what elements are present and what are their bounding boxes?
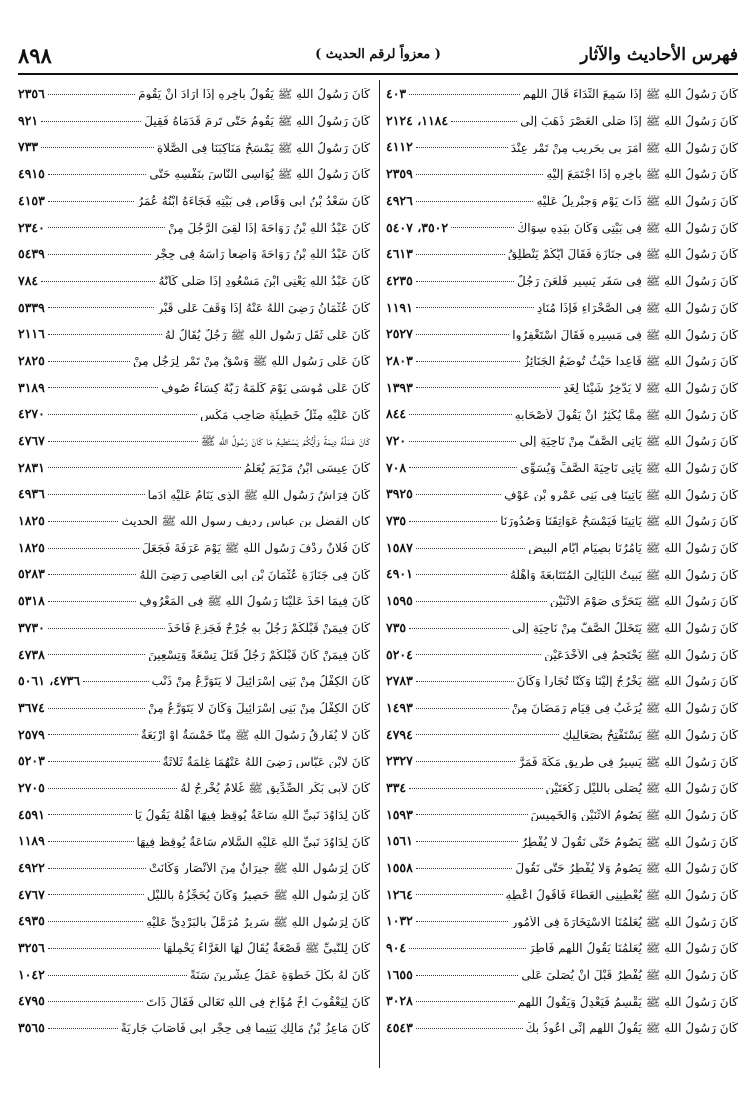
entry-text: كَانَ رَسُولُ اللَّهِ ﷺ يَأْتِينَا فَيَمْسَحُ عَوَاتِقَنَا وَصُدُورَنَا [500, 515, 738, 528]
leader-dots [48, 548, 139, 549]
leader-dots [48, 467, 241, 468]
leader-dots [416, 734, 560, 735]
hadith-number: ٥٣٣٩ [18, 299, 45, 315]
leader-dots [48, 975, 187, 976]
index-entry [386, 722, 738, 749]
entry-text: كَانَ رَسُولُ اللَّهِ ﷺ أَمَرَ بِي بِحَرِيبٍ مِنْ تَمْرٍ عِنْدَ [510, 141, 738, 154]
entry-text: كَانَ رَسُولُ اللَّهِ ﷺ يُعْطِينِي العَطَاءَ فَأَقُولُ أَعْطِهِ [505, 888, 738, 901]
leader-dots [416, 601, 547, 602]
right-column [386, 81, 738, 1069]
entry-text: كَانَ رَسُولُ اللَّهِ ﷺ يَأْمُرُنَا بِصِيَامِ أَيَّامِ البِيضِ [528, 542, 738, 555]
entry-text: كَانَ رَسُولُ اللَّهِ ﷺ فِي مَسِيرِهِ فَقَالَ اسْتَغْفِرُوا [512, 328, 738, 341]
index-entry [18, 214, 370, 241]
leader-dots [48, 628, 165, 629]
index-entry [386, 748, 738, 775]
index-entry [386, 161, 738, 188]
leader-dots [416, 708, 509, 709]
index-entry [18, 588, 370, 615]
leader-dots [48, 708, 145, 709]
index-entry [386, 481, 738, 508]
index-entry [18, 428, 370, 455]
hadith-number: ٣٢٥٦ [18, 940, 45, 956]
index-entry [18, 455, 370, 482]
leader-dots [48, 307, 155, 308]
entry-text: كَانَ مَاعِزُ بْنُ مَالِكٍ يَتِيماً فِي حِجْرِ أَبِي فَأَصَابَ جَارِيَةً [120, 1022, 370, 1035]
leader-dots [416, 654, 541, 655]
entry-text: كَانَ رَسُولُ اللَّهِ ﷺ فِي بَيْتِي وَكَانَ بِيَدِهِ سِوَاكٌ [517, 221, 738, 234]
hadith-number: ٤٢٣٥ [386, 272, 413, 288]
index-entry [18, 828, 370, 855]
entry-text: كَانَ الكِفْلُ مِنْ بَنِي إِسْرَائِيلَ وَكَانَ لا يَتَوَرَّعُ مِنْ [148, 702, 370, 715]
entry-text: كَانَ رَسُولُ اللَّهِ ﷺ يَقُولُ بِآخِرِهِ إِذَا أَرَادَ أَنْ يَقُومَ [138, 88, 370, 101]
leader-dots [451, 227, 514, 228]
leader-dots [409, 948, 526, 949]
hadith-number: ٩٠٤ [386, 940, 407, 956]
index-entry [386, 561, 738, 588]
header-rule [18, 73, 738, 75]
entry-text: كَانَ رَسُولُ اللَّهِ ﷺ يُعَلِّمُنَا يَقُولُ اللَّهم فَاطِرَ [528, 942, 738, 955]
index-entry [18, 668, 370, 695]
index-entry [18, 321, 370, 348]
entry-text: كَانَ لِرَسُولِ اللَّهِ ﷺ حَصِيرٌ وَكَانَ يُحَجِّزُهُ بِاللَّيْلِ [146, 888, 370, 901]
entry-text: كَانَ رَسُولُ اللَّهِ ﷺ يُرَغِّبُ فِي قِيَامِ رَمَضَانَ مِنْ [511, 702, 738, 715]
leader-dots [48, 387, 158, 388]
leader-dots [416, 254, 505, 255]
leader-dots [416, 387, 560, 388]
entry-text: كَانَ رَسُولُ اللَّهِ ﷺ لا يَدَّخِرُ شَيْئاً لِغَدٍ [563, 381, 738, 394]
entry-text: كَانَ فِرَاشُ رَسُولِ اللَّهِ ﷺ الَّذِي يَنَامُ عَلَيْهِ أَدَماً [147, 488, 370, 501]
index-entry [18, 882, 370, 909]
leader-dots [416, 574, 507, 575]
index-entry [386, 348, 738, 375]
hadith-number: ٤١١٢ [386, 139, 413, 155]
leader-dots [48, 921, 143, 922]
index-entry [18, 908, 370, 935]
entry-text: كَانَ رَسُولُ اللَّهِ ﷺ بِآخِرِهِ إِذَا اجْتَمَعَ إِلَيْهِ [546, 168, 738, 181]
entry-text: كَانَ رَسُولُ اللَّهِ ﷺ يَحْتَجِمُ فِي الأَخْدَعَيْنِ [544, 648, 738, 661]
leader-dots [48, 334, 162, 335]
hadith-number: ١٥٩٣ [386, 806, 413, 822]
index-entry [386, 1015, 738, 1042]
index-entry [386, 668, 738, 695]
leader-dots [48, 227, 165, 228]
entry-text: كَانَ رَسُولُ اللَّهِ ﷺ يُفْطِرُ قَبْلَ أَنْ يُصَلِّيَ عَلَى [521, 969, 738, 982]
leader-dots [48, 414, 197, 415]
leader-dots [48, 1028, 118, 1029]
index-entry [386, 695, 738, 722]
hadith-number: ١٦٥٥ [386, 966, 413, 982]
hadith-number: ٥٢٠٣ [18, 753, 45, 769]
index-entry [386, 214, 738, 241]
entry-text: كَانَ رَسُولُ اللَّهِ ﷺ يَتَخَلَّلُ الصَّفَّ مِنْ نَاحِيَةٍ إِلَى [512, 622, 738, 635]
index-entry [18, 348, 370, 375]
entry-text: كَانَ عَبْدُ اللَّهِ بْنُ رَوَاحَةَ إِذَا لَقِيَ الرَّجُلَ مِنْ [168, 221, 370, 234]
hadith-number: ٣٥٠٢، ٥٤٠٧ [386, 219, 449, 235]
hadith-number: ١٨٢٥ [18, 513, 45, 529]
index-entry [386, 962, 738, 989]
hadith-number: ٢٥٢٧ [386, 326, 413, 342]
index-entry [386, 802, 738, 829]
entry-text: كَانَ رَسُولُ اللَّهِ ﷺ يَأْتِي نَاحِيَةَ الصَّفِّ وَيُسَوِّي [520, 461, 738, 474]
hadith-number: ٧٣٥ [386, 513, 407, 529]
index-entry [18, 615, 370, 642]
leader-dots [48, 94, 135, 95]
hadith-number: ٤١٥٣ [18, 192, 45, 208]
entry-text: كَانَ عَمَلُهُ دِيمَةً وَأَيُّكُمْ يَسْتَطِيعُ مَا كَانَ رَسُولُ اللَّهِ ﷺ [200, 435, 370, 448]
index-entry [18, 775, 370, 802]
entry-text: كَانَ رَسُولُ اللَّهِ ﷺ يَقُولُ اللَّهم إِنِّي أَعُوذُ بِكَ [525, 1022, 738, 1035]
index-entry [386, 935, 738, 962]
hadith-number: ١٨٢٥ [18, 539, 45, 555]
hadith-number: ٢٣٢٧ [386, 753, 413, 769]
hadith-number: ٤٩٢٢ [18, 860, 45, 876]
leader-dots [409, 441, 516, 442]
leader-dots [416, 147, 508, 148]
leader-dots [48, 174, 147, 175]
index-entry [18, 241, 370, 268]
leader-dots [48, 441, 198, 442]
hadith-number: ٢٧٨٣ [386, 673, 413, 689]
entry-text: كَانَ عَلَى ثَقَلِ رَسُولِ اللَّهِ ﷺ رَجُلٌ يُقَالُ لَهُ [164, 328, 370, 341]
leader-dots [48, 1001, 143, 1002]
leader-dots [416, 894, 503, 895]
leader-dots [48, 761, 160, 762]
hadith-number: ٤٩٣٦ [18, 486, 45, 502]
leader-dots [416, 761, 515, 762]
entry-text: كَانَ رَسُولُ اللَّهِ ﷺ إِذَا صَلَّى العَصْرَ ذَهَبَ إِلَى [520, 115, 738, 128]
hadith-number: ٤٥٩١ [18, 806, 45, 822]
entry-text: كَانَ لِدَاوُدَ نَبِيِّ اللَّهِ سَاعَةٌ يُوقِظُ فِيهَا أَهْلَهُ يَقُولُ يَا [134, 808, 370, 821]
index-entry [18, 108, 370, 135]
leader-dots [416, 975, 518, 976]
entry-text: كَانَ عَبْدُ اللَّهِ يَعْنِي ابْنَ مَسْعُودٍ إِذَا صَلَّى كَأَنَّهُ [158, 275, 370, 288]
entry-text: كَانَ لأَبِي بَكْرٍ الصِّدِّيقِ ﷺ غُلامٌ يُخْرِجُ لَهُ [180, 782, 370, 795]
hadith-number: ٥٢٠٤ [386, 646, 413, 662]
index-entry [386, 828, 738, 855]
hadith-number: ٧٠٨ [386, 459, 407, 475]
hadith-number: ٣٣٤ [386, 779, 407, 795]
hadith-number: ١٤٩٣ [386, 699, 413, 715]
hadith-number: ١٥٦١ [386, 833, 413, 849]
hadith-number: ٥٢٨٣ [18, 566, 45, 582]
entry-text: كَانَ الكِفْلُ مِنْ بَنِي إِسْرَائِيلَ لا يَتَوَرَّعُ مِنْ ذَنْبٍ [151, 675, 370, 688]
hadith-number: ٢٣٥٦ [18, 86, 45, 102]
index-entry [386, 108, 738, 135]
entry-text: كَانَ سَعْدُ بْنُ أَبِي وَقَّاصٍ فِي بَيْتِهِ فَجَاءَهُ ابْنُهُ عُمَرُ [137, 195, 370, 208]
entry-text: كَانَ لِرَسُولِ اللَّهِ ﷺ جِيرَانٌ مِنَ الأَنْصَارِ وَكَانَتْ [148, 862, 370, 875]
hadith-number: ٣٦٧٤ [18, 699, 45, 715]
page-subtitle: ( معزواً لرقم الحديث ) [315, 47, 441, 62]
entry-text: كَانَ رَسُولُ اللَّهِ ﷺ يُعَلِّمُنَا الاسْتِخَارَةَ فِي الأُمُورِ [511, 915, 738, 928]
page-title: فهرس الأحاديث والآثار [580, 45, 738, 65]
index-entry [386, 375, 738, 402]
entry-text: كَانَ عَلَى رَسُولِ اللَّهِ ﷺ وَسْقٌ مِنْ تَمْرٍ لِرَجُلٍ مِنْ [133, 355, 370, 368]
leader-dots [48, 841, 134, 842]
leader-dots [409, 521, 497, 522]
index-entry [18, 641, 370, 668]
leader-dots [48, 814, 132, 815]
hadith-number: ٢١١٦ [18, 326, 45, 342]
hadith-number: ٧٣٥ [386, 619, 407, 635]
leader-dots [416, 174, 544, 175]
hadith-number: ٤٩١٥ [18, 166, 45, 182]
index-entry [386, 321, 738, 348]
leader-dots [416, 921, 509, 922]
leader-dots [416, 334, 509, 335]
hadith-number: ٥٣١٨ [18, 593, 45, 609]
leader-dots [48, 654, 145, 655]
leader-dots [48, 521, 119, 522]
entry-text: كَانَ رَسُولُ اللَّهِ ﷺ فِي سَفَرٍ يَسِيرٍ فَلَعَنَ رَجُلٌ [516, 275, 738, 288]
entry-text: كَانَ رَسُولُ اللَّهِ ﷺ يَبِيتُ اللَّيَالِيَ المُتَتَابِعَةَ وَأَهْلُهُ [509, 568, 738, 581]
index-entry [386, 268, 738, 295]
hadith-number: ١٥٥٨ [386, 860, 413, 876]
hadith-number: ٤٧٣٨ [18, 646, 45, 662]
hadith-number: ٢٧٠٥ [18, 779, 45, 795]
index-entry [386, 81, 738, 108]
hadith-number: ٢٣٥٩ [386, 166, 413, 182]
leader-dots [416, 814, 528, 815]
hadith-number: ٥٤٣٩ [18, 246, 45, 262]
leader-dots [416, 494, 501, 495]
leader-dots [48, 948, 160, 949]
index-entry [386, 535, 738, 562]
hadith-number: ٢٨٠٣ [386, 352, 413, 368]
entry-text: كَانَ فُلانٌ رِدْفَ رَسُولِ اللَّهِ ﷺ يَوْمَ عَرَفَةَ فَجَعَلَ [142, 542, 370, 555]
entry-text: كَانَ رَسُولُ اللَّهِ ﷺ يُوَاسِي النَّاسَ بِنَفْسِهِ حَتَّى [149, 168, 370, 181]
entry-text: كَانَ رَسُولُ اللَّهِ ﷺ يَسْتَفْتِحُ بِصَعَالِيكِ [562, 728, 738, 741]
entry-text: كَانَ عَبْدُ اللَّهِ بْنُ رَوَاحَةَ وَاضِعاً رَأْسَهُ فِي حِجْرِ [153, 248, 370, 261]
hadith-number: ١٠٣٢ [386, 913, 413, 929]
index-entry [386, 775, 738, 802]
hadith-number: ١٢٦٤ [386, 886, 413, 902]
leader-dots [409, 788, 542, 789]
hadith-number: ٤٩٣٥ [18, 913, 45, 929]
entry-text: كَانَ رَسُولُ اللَّهِ ﷺ يَصُومُ وَلا يُفْطِرُ حَتَّى نَقُولَ [515, 862, 738, 875]
leader-dots [416, 1028, 523, 1029]
leader-dots [416, 361, 521, 362]
hadith-number: ١٣٩٣ [386, 379, 413, 395]
leader-dots [48, 574, 137, 575]
index-entry [18, 802, 370, 829]
index-entry [386, 641, 738, 668]
index-entry [386, 882, 738, 909]
index-entry [18, 988, 370, 1015]
leader-dots [416, 681, 514, 682]
entry-text: كَانَ عَلَيْهِ مِثْلُ خَطِيئَةِ صَاحِبِ مَكْسٍ [200, 408, 370, 421]
hadith-number: ٤٩٢٦ [386, 192, 413, 208]
hadith-number: ٣١٨٩ [18, 379, 45, 395]
leader-dots [48, 254, 151, 255]
index-entry [18, 268, 370, 295]
leader-dots [409, 628, 509, 629]
index-entry [18, 295, 370, 322]
leader-dots [48, 201, 134, 202]
leader-dots [48, 601, 136, 602]
index-entry [18, 935, 370, 962]
hadith-number: ٤٧٩٥ [18, 993, 45, 1009]
hadith-number: ١١٨٤، ٢١٢٤ [386, 112, 449, 128]
entry-text: كان الفضل بن عباس رديف رسول الله ﷺ الحديث [121, 515, 370, 528]
index-entry [386, 401, 738, 428]
hadith-number: ٧٨٤ [18, 272, 39, 288]
index-entry [386, 508, 738, 535]
hadith-number: ٤٢٧٠ [18, 406, 45, 422]
index-entry [18, 748, 370, 775]
entry-text: كَانَ رَسُولُ اللَّهِ ﷺ قَاعِداً حَيْثُ تُوضَعُ الجَنَائِزُ [523, 355, 738, 368]
entry-text: كَانَ رَسُولُ اللَّهِ ﷺ يُصَلِّي بِاللَّيْلِ رَكْعَتَيْنِ [545, 782, 738, 795]
index-entry [386, 615, 738, 642]
column-divider [379, 80, 380, 1068]
index-entry [18, 855, 370, 882]
entry-text: كَانَ رَسُولُ اللَّهِ ﷺ يَخْرُجُ إِلَيْنَا وَكُنَّا تُجَاراً وَكَانَ [516, 675, 738, 688]
hadith-number: ٣٧٣٠ [18, 619, 45, 635]
index-entry [386, 295, 738, 322]
leader-dots [416, 281, 514, 282]
entry-text: كَانَ رَسُولُ اللَّهِ ﷺ ذَاتَ يَوْمٍ وَجِبْرِيلُ عَلَيْهِ [536, 195, 738, 208]
leader-dots [416, 307, 534, 308]
hadith-number: ٤٠٣ [386, 86, 407, 102]
entry-text: كَانَ رَسُولُ اللَّهِ ﷺ يَصُومُ حَتَّى نَقُولَ لا يُفْطِرُ [521, 835, 738, 848]
hadith-number: ٢٨٣١ [18, 459, 45, 475]
index-entry [386, 241, 738, 268]
entry-text: كَانَ رَسُولُ اللَّهِ ﷺ إِذَا سَمِعَ النِّدَاءَ قَالَ اللَّهم [522, 88, 738, 101]
entry-text: كَانَ رَسُولُ اللَّهِ ﷺ مِمَّا يُكْثِرُ أَنْ يَقُولَ لأَصْحَابِهِ [514, 408, 738, 421]
entry-text: كَانَ رَسُولُ اللَّهِ ﷺ فِي الصَّحْرَاءِ فَإِذَا مُنَادٍ [536, 301, 738, 314]
left-column [18, 81, 370, 1069]
hadith-number: ٤٥٤٣ [386, 1020, 413, 1036]
index-entry [386, 588, 738, 615]
leader-dots [48, 788, 178, 789]
entry-text: كَانَ رَسُولُ اللَّهِ ﷺ يَأْتِينَا فِي بَنِي عَمْرِو بْنِ عَوْفٍ [504, 488, 738, 501]
hadith-number: ٣٥٦٥ [18, 1020, 45, 1036]
index-entry [18, 401, 370, 428]
index-entry [18, 375, 370, 402]
entry-text: كَانَ عُثْمَانُ رَضِيَ اللَّهُ عَنْهُ إِذَا وَقَفَ عَلَى قَبْرٍ [157, 301, 370, 314]
index-entry [18, 508, 370, 535]
entry-text: كَانَ فِيمَنْ قَبْلَكُمْ رَجُلٌ بِهِ جُرْحٌ فَجَزِعَ فَأَخَذَ [167, 622, 370, 635]
entry-text: كَانَ لَهُ بِكُلِّ خَطْوَةٍ عَمَلُ عِشْرِينَ سَنَةً [189, 969, 370, 982]
index-entry [18, 962, 370, 989]
index-entry [18, 722, 370, 749]
leader-dots [416, 1001, 515, 1002]
entry-text: كَانَ لا يُفَارِقُ رَسُولَ اللَّهِ ﷺ مِنَّا خَمْسَةٌ أَوْ أَرْبَعَةٌ [140, 728, 370, 741]
leader-dots [48, 734, 138, 735]
index-entry [18, 561, 370, 588]
leader-dots [48, 868, 146, 869]
entry-text: كَانَ رَسُولُ اللَّهِ ﷺ يَسِيرُ فِي طَرِيقِ مَكَّةَ فَمَرَّ [518, 755, 738, 768]
entry-text: كَانَ رَسُولُ اللَّهِ ﷺ يَصُومُ الاثْنَيْنِ وَالخَمِيسَ [530, 808, 738, 821]
hadith-number: ٩٢١ [18, 112, 39, 128]
index-entry [18, 188, 370, 215]
hadith-number: ٣٠٢٨ [386, 993, 413, 1009]
hadith-number: ١١٨٩ [18, 833, 45, 849]
hadith-number: ٢٣٤٠ [18, 219, 45, 235]
entry-text: كَانَ رَسُولُ اللَّهِ ﷺ يَقْسِمُ فَيَعْدِلُ وَيَقُولُ اللَّهم [517, 995, 738, 1008]
index-entry [386, 428, 738, 455]
hadith-number: ٧٣٣ [18, 139, 39, 155]
index-entry [386, 188, 738, 215]
entry-text: كَانَ فِي جَنَازَةِ عُثْمَانَ بْنِ أَبِي العَاصِي رَضِيَ اللَّهُ [139, 568, 370, 581]
index-entry [18, 134, 370, 161]
hadith-number: ٢٨٢٥ [18, 352, 45, 368]
hadith-number: ٤٩٠١ [386, 566, 413, 582]
index-entry [18, 535, 370, 562]
leader-dots [409, 467, 517, 468]
hadith-number: ١٠٤٢ [18, 966, 45, 982]
hadith-number: ٧٢٠ [386, 433, 407, 449]
hadith-number: ١٥٨٧ [386, 539, 413, 555]
entry-text: كَانَ رَسُولُ اللَّهِ ﷺ يَمْسَحُ مَنَاكِبَنَا فِي الصَّلاةِ [156, 141, 370, 154]
leader-dots [83, 681, 149, 682]
leader-dots [41, 281, 155, 282]
entry-text: كَانَ لِلنَّبِيِّ ﷺ قَصْعَةٌ يُقَالُ لَهَا الغَرَّاءُ يَحْمِلُهَا [163, 942, 370, 955]
leader-dots [416, 201, 534, 202]
leader-dots [41, 121, 141, 122]
entry-text: كَانَ لابْنِ عَبَّاسٍ رَضِيَ اللَّهُ عَنْهُمَا غِلْمَةٌ ثَلاثَةٌ [162, 755, 370, 768]
index-entry [386, 134, 738, 161]
leader-dots [416, 841, 518, 842]
index-entry [18, 1015, 370, 1042]
entry-text: كَانَ لِرَسُولِ اللَّهِ ﷺ سَرِيرٌ مُرَمَّلٌ بِالبَرْدِيِّ عَلَيْهِ [145, 915, 370, 928]
index-entry [18, 695, 370, 722]
leader-dots [416, 868, 513, 869]
index-entry [386, 908, 738, 935]
index-entry [386, 988, 738, 1015]
entry-text: كَانَ رَسُولُ اللَّهِ ﷺ يَتَحَرَّى صَوْمَ الاثْنَيْنِ [549, 595, 738, 608]
entry-text: كَانَ فِيمَنْ كَانَ قَبْلَكُمْ رَجُلٌ قَتَلَ تِسْعَةً وَتِسْعِينَ [148, 648, 370, 661]
hadith-number: ٤٧٦٧ [18, 886, 45, 902]
leader-dots [48, 494, 145, 495]
entry-text: كَانَ رَسُولُ اللَّهِ ﷺ يَقُومُ حَتَّى تَرِمَ قَدَمَاهُ فَقِيلَ [144, 115, 370, 128]
entry-text: كَانَ لِيَعْقُوبَ أَخٌ مُؤَاخٍ فِي اللَّهِ تَعَالَى فَقَالَ ذَاتَ [146, 995, 370, 1008]
index-entry [18, 481, 370, 508]
leader-dots [48, 894, 144, 895]
hadith-number: ٤٦١٣ [386, 246, 413, 262]
entry-text: كَانَ عَلَى مُوسَى يَوْمَ كَلَّمَهُ رَبُّهُ كِسَاءُ صُوفٍ [161, 381, 370, 394]
hadith-number: ١١٩١ [386, 299, 413, 315]
hadith-number: ٤٧٩٤ [386, 726, 413, 742]
hadith-number: ٤٧٣٦، ٥٠٦١ [18, 673, 81, 689]
index-entry [18, 161, 370, 188]
page-header [18, 45, 738, 71]
leader-dots [48, 361, 130, 362]
hadith-number: ٢٥٧٩ [18, 726, 45, 742]
index-entry [386, 855, 738, 882]
entry-text: كَانَ رَسُولُ اللَّهِ ﷺ يَأْتِي الصَّفَّ مِنْ نَاحِيَةٍ إِلَى [519, 435, 738, 448]
entry-text: كَانَ عِيسَى ابْنُ مَرْيَمَ يُعَلِّمُ [243, 461, 370, 474]
hadith-number: ٨٤٤ [386, 406, 407, 422]
page-number: ٨٩٨ [18, 43, 52, 68]
hadith-number: ٤٧٦٧ [18, 433, 45, 449]
leader-dots [409, 414, 512, 415]
entry-text: كَانَ لِدَاوُدَ نَبِيِّ اللَّهِ عَلَيْهِ السَّلامِ سَاعَةٌ يُوقِظُ فِيهَا [136, 835, 370, 848]
entry-text: كَانَ رَسُولُ اللَّهِ ﷺ فِي جِنَازَةٍ فَقَالَ أَيُّكُمْ يَنْطَلِقُ [507, 248, 738, 261]
hadith-number: ٣٩٢٥ [386, 486, 413, 502]
leader-dots [41, 147, 154, 148]
index-entry [18, 81, 370, 108]
index-entry [386, 455, 738, 482]
entry-text: كَانَ فِيمَا أَخَذَ عَلَيْنَا رَسُولُ اللَّهِ ﷺ فِي المَعْرُوفِ [139, 595, 370, 608]
leader-dots [416, 548, 525, 549]
hadith-number: ١٥٩٥ [386, 593, 413, 609]
leader-dots [409, 94, 520, 95]
leader-dots [451, 121, 517, 122]
